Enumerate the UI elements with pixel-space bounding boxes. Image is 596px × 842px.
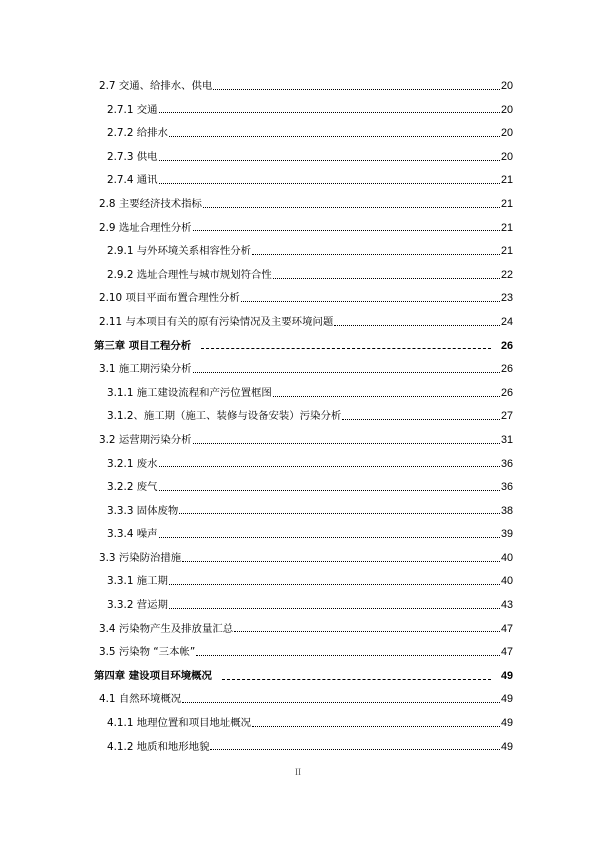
toc-leader (179, 513, 500, 514)
toc-entry[interactable] (0, 240, 596, 264)
toc-entry-page: 21 (500, 221, 513, 234)
toc-entry[interactable] (0, 122, 596, 146)
toc-entry[interactable] (0, 99, 596, 123)
toc-entry-title: 2.7.4 通讯 (107, 174, 158, 187)
toc-entry-title: 3.3.1 施工期 (107, 575, 168, 588)
toc-entry-title: 3.2.2 废气 (107, 481, 158, 494)
toc-entry-title: 2.9.2 选址合理性与城市规划符合性 (107, 268, 272, 281)
toc-entry-title: 2.9 选址合理性分析 (99, 221, 192, 234)
toc-entry-page: 40 (500, 551, 513, 564)
toc-entry-title: 2.10 项目平面布置合理性分析 (99, 292, 240, 305)
toc-leader (169, 136, 500, 137)
toc-entry-title: 3.1.1 施工建设流程和产污位置框图 (107, 386, 272, 399)
toc-leader (234, 631, 500, 632)
toc-entry-title: 3.2 运营期污染分析 (99, 433, 192, 446)
toc-entry-title: 3.2.1 废水 (107, 457, 158, 470)
toc-entry-page: 24 (500, 315, 513, 328)
toc-leader (196, 655, 500, 656)
toc-entry-title: 2.11 与本项目有关的原有污染情况及主要环境问题 (99, 315, 334, 328)
toc-leader (342, 419, 500, 420)
toc-leader (193, 230, 500, 231)
toc-entry-title: 3.1 施工期污染分析 (99, 363, 192, 376)
toc-leader (159, 183, 500, 184)
toc-entry[interactable] (0, 311, 596, 335)
toc-entry-page: 49 (500, 740, 513, 753)
toc-entry-title: 4.1.2 地质和地形地貌 (107, 740, 210, 753)
toc-entry-page: 21 (500, 245, 513, 258)
page-number: II (295, 767, 301, 777)
toc-entry[interactable] (0, 358, 596, 382)
toc-entry-page: 27 (500, 410, 513, 423)
toc-entry-title: 第四章 建设项目环境概况 (94, 669, 212, 682)
toc-entry-title: 2.8 主要经济技术指标 (99, 197, 202, 210)
toc-entry-title: 3.1.2、施工期（施工、装修与设备安装）污染分析 (107, 410, 342, 423)
toc-entry[interactable] (0, 641, 596, 665)
toc-entry-page: 26 (500, 363, 513, 376)
toc-entry-title: 2.7.1 交通 (107, 103, 158, 116)
toc-entry[interactable] (0, 264, 596, 288)
toc-leader (334, 325, 500, 326)
toc-entry[interactable] (0, 405, 596, 429)
toc-entry-page: 38 (500, 504, 513, 517)
toc-entry-page: 20 (500, 103, 513, 116)
table-of-contents (0, 75, 596, 759)
toc-entry[interactable] (0, 500, 596, 524)
toc-leader (159, 537, 500, 538)
toc-entry-page: 49 (500, 693, 513, 706)
toc-entry-title: 3.5 污染物 “三本帐” (99, 646, 196, 659)
toc-entry-title: 4.1 自然环境概况 (99, 693, 182, 706)
toc-leader (159, 160, 500, 161)
toc-leader (193, 443, 500, 444)
toc-entry[interactable] (0, 476, 596, 500)
toc-entry[interactable] (0, 169, 596, 193)
toc-entry[interactable] (0, 547, 596, 571)
toc-entry-title: 3.3 污染防治措施 (99, 551, 182, 564)
toc-entry-page: 49 (500, 717, 513, 730)
toc-entry-page: 20 (500, 150, 513, 163)
toc-entry[interactable] (0, 712, 596, 736)
toc-entry-page: 21 (500, 174, 513, 187)
toc-leader (182, 702, 500, 703)
toc-entry[interactable] (0, 618, 596, 642)
toc-entry-page: 47 (500, 646, 513, 659)
toc-leader (210, 749, 500, 750)
toc-entry-page: 36 (500, 457, 513, 470)
toc-entry-page: 20 (500, 80, 513, 92)
toc-entry-title: 3.4 污染物产生及排放量汇总 (99, 622, 234, 635)
toc-entry-page: 49 (500, 669, 513, 682)
toc-leader (193, 372, 500, 373)
toc-entry-page: 21 (500, 197, 513, 210)
toc-leader (169, 608, 500, 609)
toc-leader (159, 466, 500, 467)
toc-leader (182, 561, 500, 562)
toc-entry-page: 36 (500, 481, 513, 494)
toc-entry-title: 3.3.2 营运期 (107, 599, 168, 612)
toc-leader (241, 301, 500, 302)
toc-entry-page: 26 (500, 339, 513, 352)
toc-leader (273, 278, 500, 279)
toc-entry-page: 20 (500, 127, 513, 140)
toc-leader (159, 490, 500, 491)
toc-entry-title: 3.3.3 固体废物 (107, 504, 179, 517)
toc-entry[interactable] (0, 335, 596, 359)
toc-leader (201, 348, 491, 349)
toc-entry[interactable] (0, 429, 596, 453)
toc-entry[interactable] (0, 570, 596, 594)
toc-entry-page: 40 (500, 575, 513, 588)
toc-leader (159, 112, 500, 113)
toc-entry-page: 23 (500, 292, 513, 305)
toc-entry-page: 31 (500, 433, 513, 446)
toc-entry[interactable] (0, 287, 596, 311)
toc-leader (252, 726, 500, 727)
toc-entry[interactable] (0, 665, 596, 689)
toc-entry-title: 2.9.1 与外环境关系相容性分析 (107, 245, 252, 258)
toc-entry[interactable] (0, 594, 596, 618)
toc-entry[interactable] (0, 688, 596, 712)
toc-entry[interactable] (0, 523, 596, 547)
toc-entry-title: 第三章 项目工程分析 (94, 339, 192, 352)
toc-leader (273, 396, 500, 397)
toc-entry-page: 39 (500, 528, 513, 541)
toc-leader (203, 207, 500, 208)
toc-entry-page: 22 (500, 268, 513, 281)
toc-entry-title: 4.1.1 地理位置和项目地址概况 (107, 717, 252, 730)
toc-entry[interactable] (0, 453, 596, 477)
toc-entry[interactable] (0, 75, 596, 99)
toc-entry-page: 43 (500, 599, 513, 612)
toc-entry-title: 2.7 交通、给排水、供电 (99, 80, 213, 92)
toc-leader (222, 679, 491, 680)
toc-entry[interactable] (0, 736, 596, 760)
toc-entry[interactable] (0, 146, 596, 170)
toc-leader (213, 89, 500, 90)
toc-entry-title: 2.7.3 供电 (107, 150, 158, 163)
toc-entry-title: 3.3.4 噪声 (107, 528, 158, 541)
toc-entry[interactable] (0, 382, 596, 406)
toc-entry[interactable] (0, 217, 596, 241)
toc-entry-title: 2.7.2 给排水 (107, 127, 168, 140)
toc-leader (169, 584, 500, 585)
toc-entry-page: 26 (500, 386, 513, 399)
toc-entry-page: 47 (500, 622, 513, 635)
toc-leader (252, 254, 500, 255)
toc-entry[interactable] (0, 193, 596, 217)
